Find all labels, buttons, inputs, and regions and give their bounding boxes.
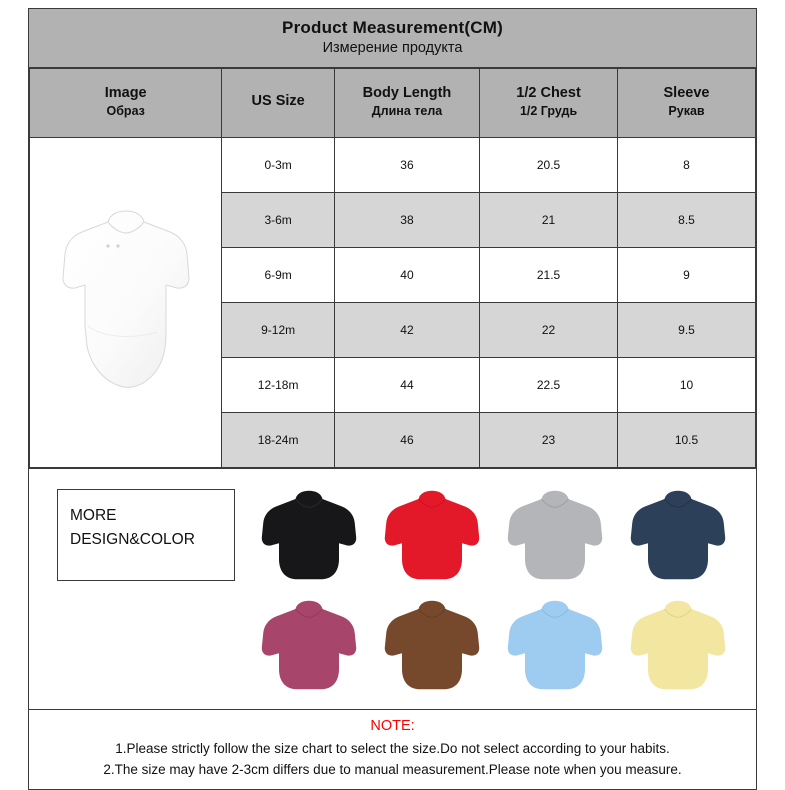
more-label-line1: MORE <box>70 506 117 524</box>
column-header-us-size <box>222 68 335 137</box>
measurement-table <box>29 68 756 468</box>
cell-sleeve: 10 <box>618 357 756 412</box>
cell-body-length: 44 <box>334 357 479 412</box>
column-header-sleeve-sub: Рукав <box>668 103 705 118</box>
color-swatch-yellow <box>626 591 730 699</box>
note-section <box>29 709 756 789</box>
cell-sleeve: 9 <box>618 247 756 302</box>
cell-half-chest: 23 <box>480 412 618 467</box>
cell-body-length: 36 <box>334 137 479 192</box>
cell-sleeve: 10.5 <box>618 412 756 467</box>
cell-half-chest: 20.5 <box>480 137 618 192</box>
column-header-body-length-sub: Длина тела <box>371 103 443 118</box>
cell-body-length: 42 <box>334 302 479 357</box>
column-header-sleeve-main: Sleeve <box>663 84 710 101</box>
color-swatch-black <box>257 481 361 589</box>
table-header-row <box>30 68 756 137</box>
column-header-half-chest <box>480 68 618 137</box>
cell-us-size: 9-12m <box>222 302 335 357</box>
column-header-image-main: Image <box>104 84 147 101</box>
column-header-half-chest-sub: 1/2 Грудь <box>519 103 578 118</box>
cell-us-size: 0-3m <box>222 137 335 192</box>
column-header-body-length <box>334 68 479 137</box>
page-title: Product Measurement(CM) <box>282 18 503 37</box>
cell-sleeve: 8 <box>618 137 756 192</box>
color-swatch-brown <box>380 591 484 699</box>
cell-half-chest: 21 <box>480 192 618 247</box>
cell-half-chest: 22.5 <box>480 357 618 412</box>
cell-body-length: 46 <box>334 412 479 467</box>
color-swatch-red <box>380 481 484 589</box>
color-swatch-navy <box>626 481 730 589</box>
cell-sleeve: 9.5 <box>618 302 756 357</box>
cell-us-size: 3-6m <box>222 192 335 247</box>
column-header-us-size-main: US Size <box>251 93 305 110</box>
color-swatch-grey <box>503 481 607 589</box>
chart-title-band <box>29 9 756 68</box>
column-header-image-sub: Образ <box>106 103 145 118</box>
more-design-color-section <box>29 468 756 709</box>
color-swatch-wine <box>257 591 361 699</box>
column-header-image <box>30 68 222 137</box>
more-label-line2: DESIGN&COLOR <box>70 530 195 548</box>
color-swatch-lightblue <box>503 591 607 699</box>
more-design-color-label <box>57 489 235 581</box>
page-title-translation: Измерение продукта <box>322 40 463 57</box>
note-line-2: 2.The size may have 2-3cm differs due to manual measurement.Please note when you measure. <box>103 762 682 778</box>
column-header-body-length-main: Body Length <box>362 84 452 101</box>
cell-us-size: 6-9m <box>222 247 335 302</box>
cell-half-chest: 21.5 <box>480 247 618 302</box>
cell-us-size: 12-18m <box>222 357 335 412</box>
column-header-sleeve <box>618 68 756 137</box>
cell-half-chest: 22 <box>480 302 618 357</box>
size-chart-sheet <box>28 8 757 790</box>
cell-us-size: 18-24m <box>222 412 335 467</box>
note-line-1: 1.Please strictly follow the size chart to select the size.Do not select according to your habits. <box>115 740 670 756</box>
white-bodysuit-image <box>58 206 194 396</box>
cell-body-length: 40 <box>334 247 479 302</box>
cell-body-length: 38 <box>334 192 479 247</box>
product-image-cell <box>30 137 222 467</box>
column-header-half-chest-main: 1/2 Chest <box>516 84 581 101</box>
cell-sleeve: 8.5 <box>618 192 756 247</box>
note-title: NOTE: <box>370 717 415 734</box>
table-row <box>30 137 756 192</box>
color-swatch-grid <box>247 481 740 699</box>
